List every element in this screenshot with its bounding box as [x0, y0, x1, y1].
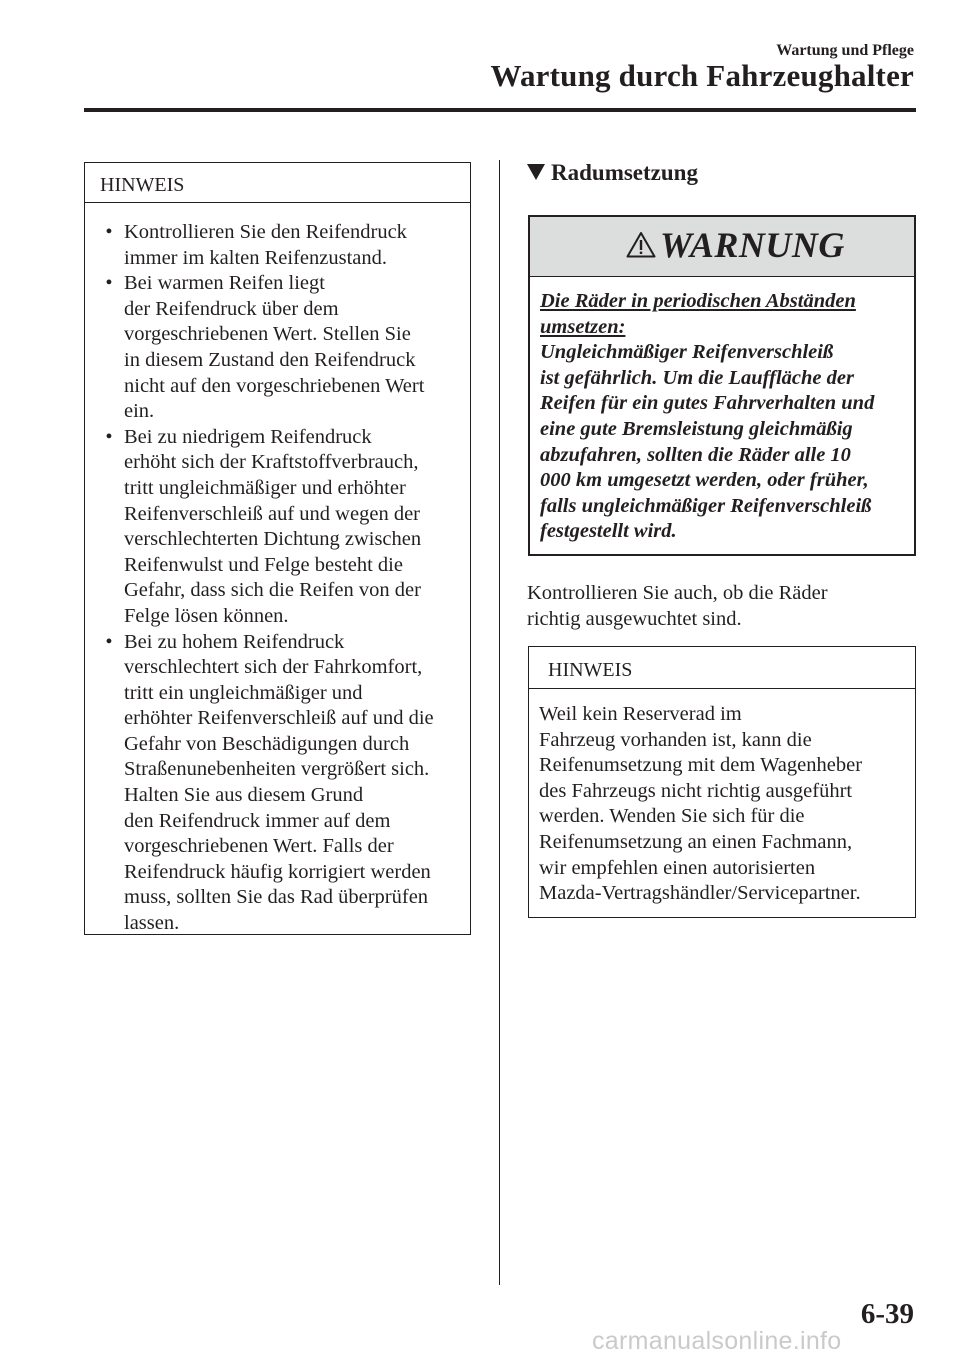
bullet-marker: • [105, 221, 113, 243]
header-rule [84, 108, 916, 112]
note-line: Mazda-Vertragshändler/Servicepartner. [539, 882, 861, 905]
right-note-box [528, 646, 916, 918]
note-line: wir empfehlen einen autorisierten [539, 856, 816, 879]
note-line: der Reifendruck über dem [124, 297, 339, 320]
warning-body [530, 277, 914, 545]
note-line: Bei zu hohem Reifendruck [124, 630, 345, 653]
note-line: Kontrollieren Sie den Reifendruck [124, 221, 407, 243]
note-line: Bei zu niedrigem Reifendruck [124, 425, 372, 448]
warning-line: abzufahren, sollten die Räder alle 10 [540, 443, 851, 466]
note-line: Gefahr von Beschädigungen durch [124, 732, 410, 755]
body-paragraph [527, 581, 907, 632]
note-line: ein. [124, 400, 155, 423]
note-line: Reifenverschleiß auf und wegen der [124, 502, 420, 525]
left-note-box [84, 162, 471, 935]
note-line: Reifenumsetzung mit dem Wagenheber [539, 754, 863, 777]
right-note-heading: HINWEIS [529, 647, 915, 689]
note-line: Reifenwulst und Felge besteht die [124, 553, 403, 576]
note-line: immer im kalten Reifenzustand. [124, 246, 388, 269]
note-line: werden. Wenden Sie sich für die [539, 805, 805, 828]
note-line: Fahrzeug vorhanden ist, kann die [539, 728, 812, 751]
note-line: erhöhter Reifenverschleiß auf und die [124, 707, 434, 730]
note-line: verschlechterten Dichtung zwischen [124, 528, 422, 551]
page-title: Wartung durch Fahrzeughalter [490, 58, 914, 93]
header-section-label: Wartung und Pflege [776, 42, 914, 59]
note-line: tritt ungleichmäßiger und erhöhter [124, 476, 406, 499]
column-divider [499, 160, 500, 1285]
note-line: in diesem Zustand den Reifendruck [124, 348, 416, 371]
note-line: nicht auf den vorgeschriebenen Wert [124, 374, 425, 397]
note-line: Halten Sie aus diesem Grund [124, 784, 364, 807]
note-line: Straßenunebenheiten vergrößert sich. [124, 758, 430, 781]
note-line: Weil kein Reserverad im [539, 703, 742, 725]
note-line: Reifendruck häufig korrigiert werden [124, 860, 431, 883]
paragraph-line: Kontrollieren Sie auch, ob die Räder [527, 582, 828, 604]
note-line: tritt ein ungleichmäßiger und [124, 681, 363, 704]
left-note-bullet [100, 271, 470, 425]
triangle-marker-icon [527, 164, 545, 180]
left-note-heading: HINWEIS [85, 163, 470, 203]
watermark: carmanualsonline.info [592, 1327, 842, 1355]
warning-line: festgestellt wird. [540, 520, 677, 543]
note-line: den Reifendruck immer auf dem [124, 809, 391, 832]
note-line: vorgeschriebenen Wert. Falls der [124, 835, 394, 858]
note-line: vorgeschriebenen Wert. Stellen Sie [124, 323, 411, 346]
warning-line: 000 km umgesetzt werden, oder früher, [540, 469, 869, 492]
note-line: des Fahrzeugs nicht richtig ausgeführt [539, 779, 853, 802]
note-line: muss, sollten Sie das Rad überprüfen [124, 886, 429, 909]
warning-line: eine gute Bremsleistung gleichmäßig [540, 417, 853, 440]
page-number: 6-39 [860, 1298, 914, 1330]
left-note-body [85, 203, 470, 937]
right-note-body [529, 689, 915, 907]
left-note-bullet [100, 425, 470, 630]
warning-line: ist gefährlich. Um die Lauffläche der [540, 366, 854, 389]
bullet-marker: • [105, 630, 113, 653]
warning-line: falls ungleichmäßiger Reifenverschleiß [540, 494, 872, 517]
note-line: lassen. [124, 912, 180, 935]
note-line: Bei warmen Reifen liegt [124, 272, 325, 295]
note-line: Gefahr, dass sich die Reifen von der [124, 579, 421, 602]
warning-subject-line: Die Räder in periodischen Abständen [540, 290, 856, 312]
section-heading-text: Radumsetzung [551, 160, 698, 185]
warning-triangle-icon [626, 231, 656, 263]
left-note-bullet [100, 220, 470, 271]
note-line: erhöht sich der Kraftstoffverbrauch, [124, 451, 419, 474]
warning-box [528, 215, 916, 556]
warning-title: WARNUNG [660, 225, 845, 265]
warning-subject-line: umsetzen: [540, 315, 626, 338]
note-line: Felge lösen können. [124, 604, 289, 627]
warning-line: Ungleichmäßiger Reifenverschleiß [540, 341, 834, 364]
left-note-bullet [100, 630, 470, 937]
section-heading [527, 160, 698, 186]
warning-header [530, 217, 914, 277]
bullet-marker: • [105, 425, 113, 448]
note-line: verschlechtert sich der Fahrkomfort, [124, 656, 423, 679]
bullet-marker: • [105, 272, 113, 295]
note-line: Reifenumsetzung an einen Fachmann, [539, 830, 853, 853]
warning-line: Reifen für ein gutes Fahrverhalten und [540, 392, 875, 415]
paragraph-line: richtig ausgewuchtet sind. [527, 607, 742, 630]
